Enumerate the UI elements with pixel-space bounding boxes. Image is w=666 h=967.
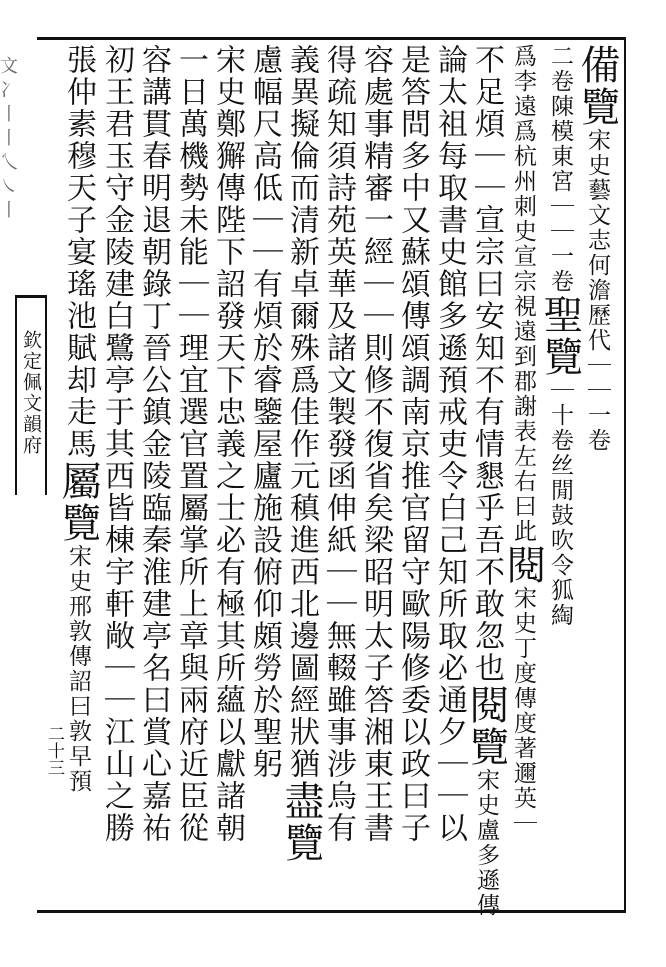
column-text: 得疏知須詩苑英華及諸文製發函伸紙｜｜無輟雖事涉烏有 bbox=[321, 44, 356, 844]
column-text: 宋史丁度傳度著邇英｜ bbox=[510, 586, 536, 836]
text-column-5 bbox=[430, 44, 468, 904]
text-column-3 bbox=[500, 44, 546, 904]
column-text: 論太祖每取書史館多遜預戒吏令白己知所取必通夕｜｜以 bbox=[432, 44, 467, 844]
headword: 盡覽 bbox=[278, 780, 324, 864]
text-column-11 bbox=[208, 44, 246, 904]
text-column-6 bbox=[393, 44, 431, 904]
text-column-12 bbox=[171, 44, 209, 904]
page-number: 二十三 bbox=[44, 725, 64, 776]
column-text: 張仲素穆天子宴瑤池賦却走馬 bbox=[61, 44, 96, 460]
column-text: 宋史鄭獬傳陛下詔發天下忠義之士必有極其所蘊以獻諸朝 bbox=[210, 44, 245, 844]
headword: 閱覽 bbox=[463, 684, 509, 768]
column-text: 慮幅尺高低｜｜有煩於睿鑒屋廬施設俯仰頗勞於聖躬 bbox=[247, 44, 282, 780]
column-text: 二卷陳模東宮｜｜一卷 bbox=[547, 44, 573, 294]
text-column-9 bbox=[278, 44, 324, 904]
column-text: 爲李遠爲杭州刺史宣宗視遠到郡謝表左右曰此 bbox=[510, 44, 536, 544]
column-text: 宋史藝文志何澹歷代｜｜一卷 bbox=[584, 128, 610, 453]
column-text: 一日萬機勢未能｜｜理宜選官置屬掌所上章與兩府近臣從 bbox=[173, 44, 208, 844]
text-column-10 bbox=[245, 44, 283, 904]
column-text: 是答問多中又蘇頌傳頌調南京推官留守歐陽修委以政曰子 bbox=[395, 44, 430, 844]
text-column-4 bbox=[463, 44, 509, 918]
spine-title: 欽定佩文韻府 bbox=[20, 330, 42, 456]
headword: 聖覽 bbox=[537, 294, 583, 378]
text-column-2 bbox=[537, 44, 583, 904]
text-column-14 bbox=[97, 44, 135, 904]
column-text: 初王君玉守金陵建白鷺亭于其西皆棟宇軒敞｜｜江山之勝 bbox=[99, 44, 134, 844]
headword: 備覽 bbox=[574, 44, 620, 128]
headword: 閱 bbox=[500, 544, 546, 586]
text-column-1 bbox=[574, 44, 620, 904]
headword: 屬覽 bbox=[55, 460, 101, 544]
text-column-13 bbox=[134, 44, 172, 904]
text-column-7 bbox=[356, 44, 394, 904]
column-text: 義異擬倫而清新卓爾殊爲佳作元稹進西北邊圖經狀猶 bbox=[284, 44, 319, 780]
page-edge-text: 文 冫 丨 丨 乀 ㇏ 丨 bbox=[0, 56, 18, 221]
column-text: 容處事精審一經｜｜則修不復省矣梁昭明太子答湘東王書 bbox=[358, 44, 393, 844]
column-text: 宋史盧多遜傳 bbox=[473, 768, 499, 918]
text-column-8 bbox=[319, 44, 357, 904]
column-text: 不足煩｜｜宣宗曰安知不有情懇乎吾不敢忽也 bbox=[469, 44, 504, 684]
column-text: 容講貫春明退朝錄丁晉公鎮金陵臨秦淮建亭名曰賞心嘉祐 bbox=[136, 44, 171, 844]
column-text: ｜十卷丝閒鼓吹令狐綯 bbox=[547, 378, 573, 628]
text-column-15 bbox=[55, 44, 101, 904]
column-text: 宋史邢敦傳詔曰敦早預 bbox=[65, 544, 91, 794]
